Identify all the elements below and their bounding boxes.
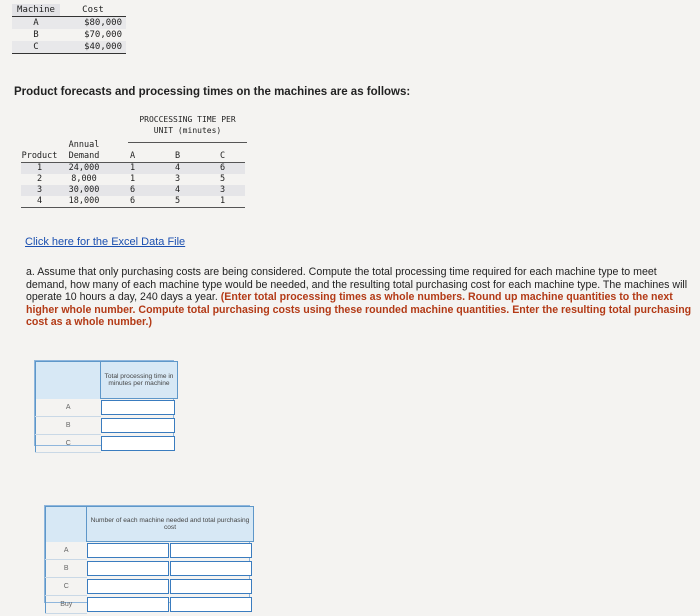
table-row [21, 185, 245, 196]
time-b-cell: 3 [174, 174, 181, 184]
answer-table-header: Total processing time in minutes per machine [101, 362, 178, 399]
cost-cell: $40,000 [60, 41, 126, 54]
table-row [21, 163, 245, 175]
forecast-intro-text: Product forecasts and processing times on the machines are as follows: [14, 86, 411, 98]
col-header-a: A [110, 151, 155, 163]
time-c-cell: 1 [200, 196, 245, 208]
time-c-cell: 5 [219, 174, 226, 184]
question-instructions: (Enter total processing times as whole numbers. Round up machine quantities to the next higher whole number. Compute total purchasing costs using these rounded machine quantities. Enter the resulting total purchasing cost as a whole number.) [26, 291, 692, 328]
processing-time-b-input[interactable] [101, 418, 175, 433]
machine-cost-table [12, 4, 126, 54]
machine-cell: A [12, 17, 60, 30]
machines-needed-b-input[interactable] [87, 561, 169, 576]
question-plain-text: a. Assume that only purchasing costs are being considered. Compute the total processing time required for each machine type to meet demand, how many of each machine type would be needed, and the resulting total purchasing cost for each machine type. The machines will operate 10 hours a day, 240 days a year. [26, 266, 688, 303]
table-row [12, 29, 126, 41]
machine-cell: C [12, 41, 60, 54]
answer-table-header: Number of each machine needed and total purchasing cost [87, 507, 254, 542]
purchase-cost-c-input[interactable] [170, 579, 252, 594]
row-label-c: C [36, 434, 101, 452]
machine-cell: B [33, 30, 39, 40]
col-header-c: C [200, 151, 245, 163]
time-b-cell: 5 [155, 196, 200, 208]
cost-table-header-cost: Cost [60, 4, 126, 17]
demand-cell: 18,000 [58, 196, 110, 208]
table-row [12, 41, 126, 54]
time-a-cell: 1 [110, 163, 155, 175]
product-cell: 4 [21, 196, 58, 208]
time-a-cell: 6 [110, 185, 155, 196]
purchase-cost-buy-input[interactable] [170, 597, 252, 612]
table-row [21, 174, 245, 185]
demand-cell: 24,000 [58, 163, 110, 175]
processing-time-answer-table [35, 361, 178, 453]
row-label-a: A [46, 542, 87, 560]
time-a-cell: 1 [129, 174, 136, 184]
purchase-cost-b-input[interactable] [170, 561, 252, 576]
annual-label: Annual [68, 140, 100, 150]
machines-needed-c-input[interactable] [87, 579, 169, 594]
time-c-cell: 3 [200, 185, 245, 196]
table-row [21, 196, 245, 208]
time-b-cell: 4 [155, 185, 200, 196]
cost-table-header-machine: Machine [12, 4, 60, 17]
question-text [26, 266, 694, 329]
purchase-cost-a-input[interactable] [170, 543, 252, 558]
time-a-cell: 6 [110, 196, 155, 208]
processing-time-header: PROCCESSING TIME PER UNIT (minutes) [139, 115, 236, 135]
machine-count-cost-answer-table [45, 506, 254, 614]
machines-needed-buy-input[interactable] [87, 597, 169, 612]
product-cell: 3 [21, 185, 58, 196]
time-b-cell: 4 [155, 163, 200, 175]
row-label-b: B [46, 559, 87, 577]
row-label-buy: Buy [46, 595, 87, 613]
product-cell: 2 [36, 174, 43, 184]
row-label-a: A [36, 399, 101, 417]
demand-cell: 30,000 [58, 185, 110, 196]
machines-needed-a-input[interactable] [87, 543, 169, 558]
cost-cell: $80,000 [60, 17, 126, 30]
processing-time-a-input[interactable] [101, 400, 175, 415]
col-header-demand: Demand [58, 151, 110, 163]
col-header-b: B [155, 151, 200, 163]
cost-cell: $70,000 [84, 30, 122, 40]
processing-time-c-input[interactable] [101, 436, 175, 451]
excel-data-file-link[interactable]: Click here for the Excel Data File [25, 236, 186, 248]
col-header-product: Product [21, 151, 58, 161]
product-cell: 1 [21, 163, 58, 175]
row-label-c: C [46, 577, 87, 595]
time-c-cell: 6 [200, 163, 245, 175]
table-row [12, 17, 126, 30]
demand-cell: 8,000 [71, 174, 97, 184]
row-label-b: B [36, 416, 101, 434]
